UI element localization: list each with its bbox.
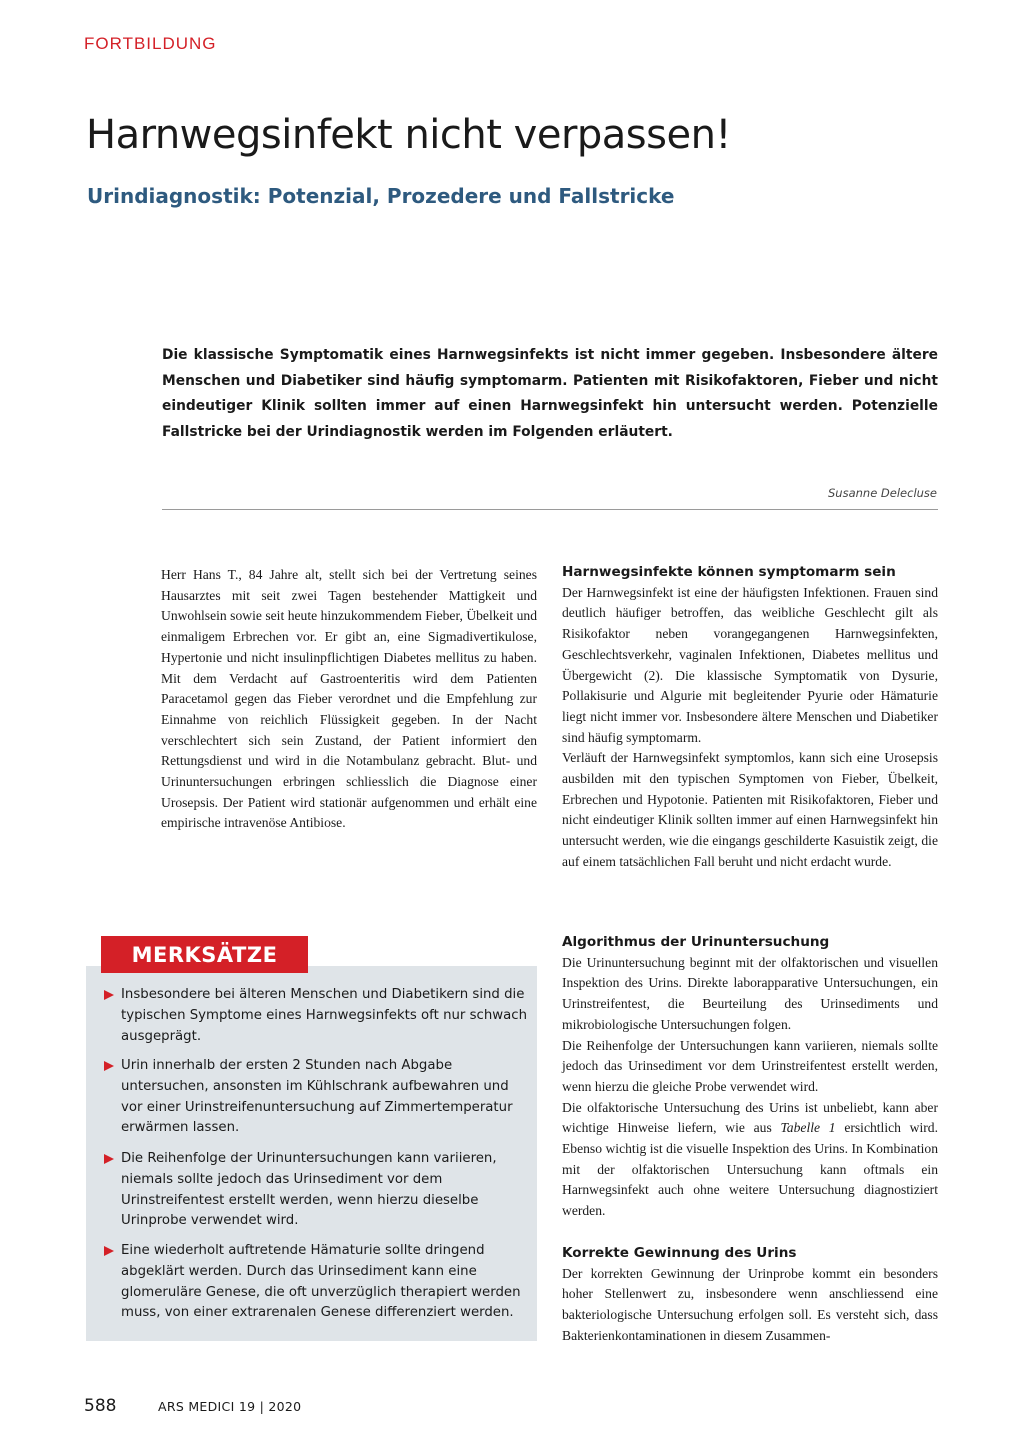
key-point-text: Eine wiederholt auftretende Hämaturie sollte dringend abgeklärt werden. Durch das Urinsediment kann eine glomeruläre Genese, die oft unverzüglich therapiert werden muss, von einer extrarenalen Genese differenziert werden. <box>121 1243 521 1321</box>
body-paragraph: Der Harnwegsinfekt ist eine der häufigsten Infektionen. Frauen sind deutlich häufiger betroffen, das weibliche Geschlecht gilt als Risikofaktor neben vorangegangenen Harnwegsinfekten, Geschlechtsverkehr, vaginalen Infektionen, Diabetes mellitus und Übergewicht (2). Die klassische Symptomatik von Dysurie, Pollakisurie und Algurie mit begleitender Pyurie oder Hämaturie liegt nicht immer vor. Insbesondere ältere Menschen und Diabetiker sind häufig symptomarm. <box>562 584 938 745</box>
right-column <box>562 562 938 1362</box>
key-point-text: Insbesondere bei älteren Menschen und Diabetikern sind die typischen Symptome eines Harnwegsinfekts oft nur schwach ausgeprägt. <box>121 987 528 1044</box>
article-subtitle: Urindiagnostik: Potenzial, Prozedere und Fallstricke <box>87 184 675 208</box>
key-point-item <box>104 985 532 1047</box>
key-point-text: Urin innerhalb der ersten 2 Stunden nach Abgabe untersuchen, ansonsten im Kühlschrank aufbewahren und vor einer Urinstreifenuntersuchung auf Zimmertemperatur erwärmen lassen. <box>121 1058 513 1136</box>
key-point-item <box>104 1241 532 1324</box>
key-point-item <box>104 1149 532 1232</box>
journal-issue: ARS MEDICI 19 | 2020 <box>158 1399 302 1414</box>
arrow-bullet-icon <box>104 990 114 1000</box>
case-report-paragraph: Herr Hans T., 84 Jahre alt, stellt sich bei der Vertretung seines Hausarztes mit seit zwei Tagen bestehender Mattigkeit und Unwohlsein sowie seit heute hinzukommendem Fieber, Übelkeit und einmaligem Erbrechen vor. Er gibt an, eine Sigmadivertikulose, Hypertonie und nicht insulinpflichtigen Diabetes mellitus zu haben. Mit dem Verdacht auf Gastroenteritis wird dem Patienten Paracetamol gegen das Fieber verordnet und die Empfehlung zur Einnahme von reichlich Flüssigkeit gegeben. In der Nacht verschlechtert sich sein Zustand, der Patient informiert den Rettungsdienst und wird in die Notambulanz gebracht. Blut- und Urinuntersuchungen erbringen schliesslich die Diagnose einer Urosepsis. Der Patient wird stationär aufgenommen und erhält eine empirische intravenöse Antibiose. <box>161 567 537 831</box>
arrow-bullet-icon <box>104 1246 114 1256</box>
section-heading: Harnwegsinfekte können symptomarm sein <box>562 564 896 580</box>
arrow-bullet-icon <box>104 1154 114 1164</box>
body-paragraph: Die olfaktorische Untersuchung des Urins ist unbeliebt, kann aber wichtige Hinweise liefern, wie aus Tabelle 1 ersichtlich wird. Ebenso wichtig ist die visuelle Inspektion des Urins. In Kombination mit der olfaktorischen Untersuchung kann oftmals ein Harnwegsinfekt auch ohne weitere Untersuchung diagnostiziert werden. <box>562 1099 939 1219</box>
arrow-bullet-icon <box>104 1061 114 1071</box>
body-paragraph: Die Urinuntersuchung beginnt mit der olfaktorischen und visuellen Inspektion des Urins. Direkte laborapparative Untersuchungen, ein Urinstreifentest, die Beurteilung des Urinsediments und mikrobiologische Untersuchungen folgen. <box>562 954 938 1032</box>
page-number: 588 <box>84 1396 117 1416</box>
lead-paragraph: Die klassische Symptomatik eines Harnwegsinfekts ist nicht immer gegeben. Insbesondere ältere Menschen und Diabetiker sind häufig symptomarm. Patienten mit Risikofaktoren, Fieber und nicht eindeutiger Klinik sollten immer auf einen Harnwegsinfekt hin untersucht werden. Potenzielle Fallstricke bei der Urindiagnostik werden im Folgenden erläutert. <box>162 347 938 440</box>
body-paragraph: Die Reihenfolge der Untersuchungen kann variieren, niemals sollte jedoch das Urinsediment vor dem Urinstreifentest erstellt werden, wenn hierzu die gleiche Probe verwendet wird. <box>562 1037 938 1094</box>
left-column <box>161 565 537 834</box>
key-point-text: Die Reihenfolge der Urinuntersuchungen kann variieren, niemals sollte jedoch das Urinsediment vor dem Urinstreifentest erstellt werden, wenn hierzu dieselbe Urinprobe verwendet wird. <box>121 1151 497 1229</box>
table-reference: Tabelle 1 <box>780 1120 836 1136</box>
author-name: Susanne Delecluse <box>827 486 937 500</box>
section-heading: Algorithmus der Urinuntersuchung <box>562 934 830 950</box>
section-heading: Korrekte Gewinnung des Urins <box>562 1245 797 1261</box>
body-paragraph: Verläuft der Harnwegsinfekt symptomlos, kann sich eine Urosepsis ausbilden mit den typischen Symptomen von Fieber, Übelkeit, Erbrechen und Hypotonie. Patienten mit Risikofaktoren, Fieber und nicht eindeutiger Klinik sollten immer auf einen Harnwegsinfekt hin untersucht werden, wie die eingangs geschilderte Kasuistik zeigt, die auf einem tatsächlichen Fall beruht und nicht erdacht wurde. <box>562 750 938 869</box>
key-points-tag: MERKSÄTZE <box>101 936 308 973</box>
body-paragraph: Der korrekten Gewinnung der Urinprobe kommt ein besonders hoher Stellenwert zu, insbesondere wenn anschliessend eine bakteriologische Untersuchung erfolgen soll. Es versteht sich, dass Bakterienkontaminationen in diesem Zusammen- <box>562 1265 938 1343</box>
key-point-item <box>104 1056 532 1139</box>
divider <box>162 509 938 510</box>
article-title: Harnwegsinfekt nicht verpassen! <box>86 112 731 158</box>
section-label: FORTBILDUNG <box>84 34 217 53</box>
